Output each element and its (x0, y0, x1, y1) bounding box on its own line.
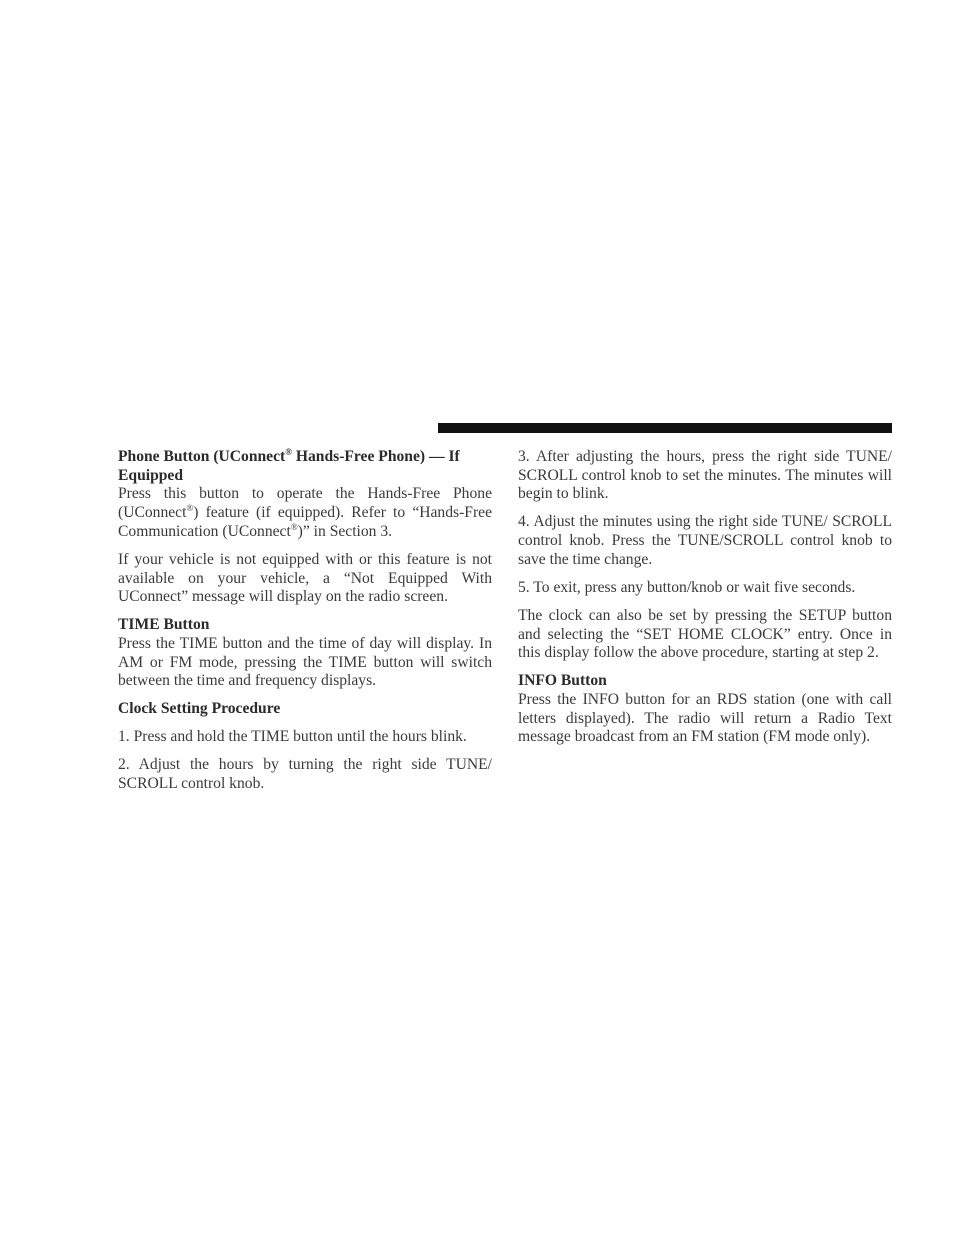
info-button-section (518, 672, 892, 747)
step-4-text: 4. Adjust the minutes using the right side TUNE/ SCROLL control knob. Press the TUNE/SCROLL control knob to save the time change. (518, 513, 892, 568)
phone-button-section (118, 448, 492, 542)
setup-section (518, 607, 892, 663)
step-3-text: 3. After adjusting the hours, press the right side TUNE/ SCROLL control knob to set the minutes. The minutes will begin to blink. (518, 448, 892, 503)
registered-mark: ® (290, 521, 298, 532)
info-button-heading: INFO Button (518, 672, 607, 690)
registered-mark: ® (285, 447, 292, 457)
time-button-section (118, 616, 492, 691)
step-2-text: 2. Adjust the hours by turning the right side TUNE/ SCROLL control knob. (118, 756, 492, 793)
step-5 (518, 579, 892, 598)
step-2 (118, 756, 492, 793)
phone-para-text-2: ) feature (if equipped). Refer to “Hands-Free Communication (UConnect (118, 504, 492, 540)
left-column (118, 448, 492, 803)
step-1-text: 1. Press and hold the TIME button until the hours blink. (118, 728, 467, 746)
phone-heading-text-1: Phone Button (UConnect (118, 448, 286, 465)
phone-para-text-3: )” in Section 3. (297, 522, 393, 540)
phone-button-heading (118, 448, 492, 485)
setup-paragraph: The clock can also be set by pressing the SETUP button and selecting the “SET HOME CLOCK” entry. Once in this display follow the above procedure, starting at step 2. (518, 606, 892, 662)
time-button-paragraph: Press the TIME button and the time of day will display. In AM or FM mode, pressing the TIME button will switch between the time and frequency displays. (118, 634, 492, 690)
step-1 (118, 728, 492, 747)
clock-setting-heading: Clock Setting Procedure (118, 700, 281, 718)
phone-button-paragraph (118, 485, 492, 541)
not-equipped-section (118, 551, 492, 607)
info-button-paragraph: Press the INFO button for an RDS station (one with call letters displayed). The radio will return a Radio Text message broadcast from an FM station (FM mode only). (518, 690, 892, 746)
step-3 (518, 448, 892, 504)
phone-para-text-1: Press this button to operate the Hands-Free Phone (UConnect (118, 485, 492, 522)
step-5-text: 5. To exit, press any button/knob or wait five seconds. (518, 578, 856, 596)
clock-setting-section (118, 700, 492, 719)
section-header-rule (438, 423, 892, 433)
time-button-heading: TIME Button (118, 616, 210, 634)
not-equipped-paragraph: If your vehicle is not equipped with or this feature is not available on your vehicle, a “Not Equipped With UConnect” message will display on the radio screen. (118, 550, 492, 606)
phone-heading-text-2: Hands-Free Phone) — If Equipped (118, 448, 460, 484)
registered-mark: ® (186, 503, 194, 514)
right-column (518, 448, 892, 756)
step-4 (518, 513, 892, 569)
